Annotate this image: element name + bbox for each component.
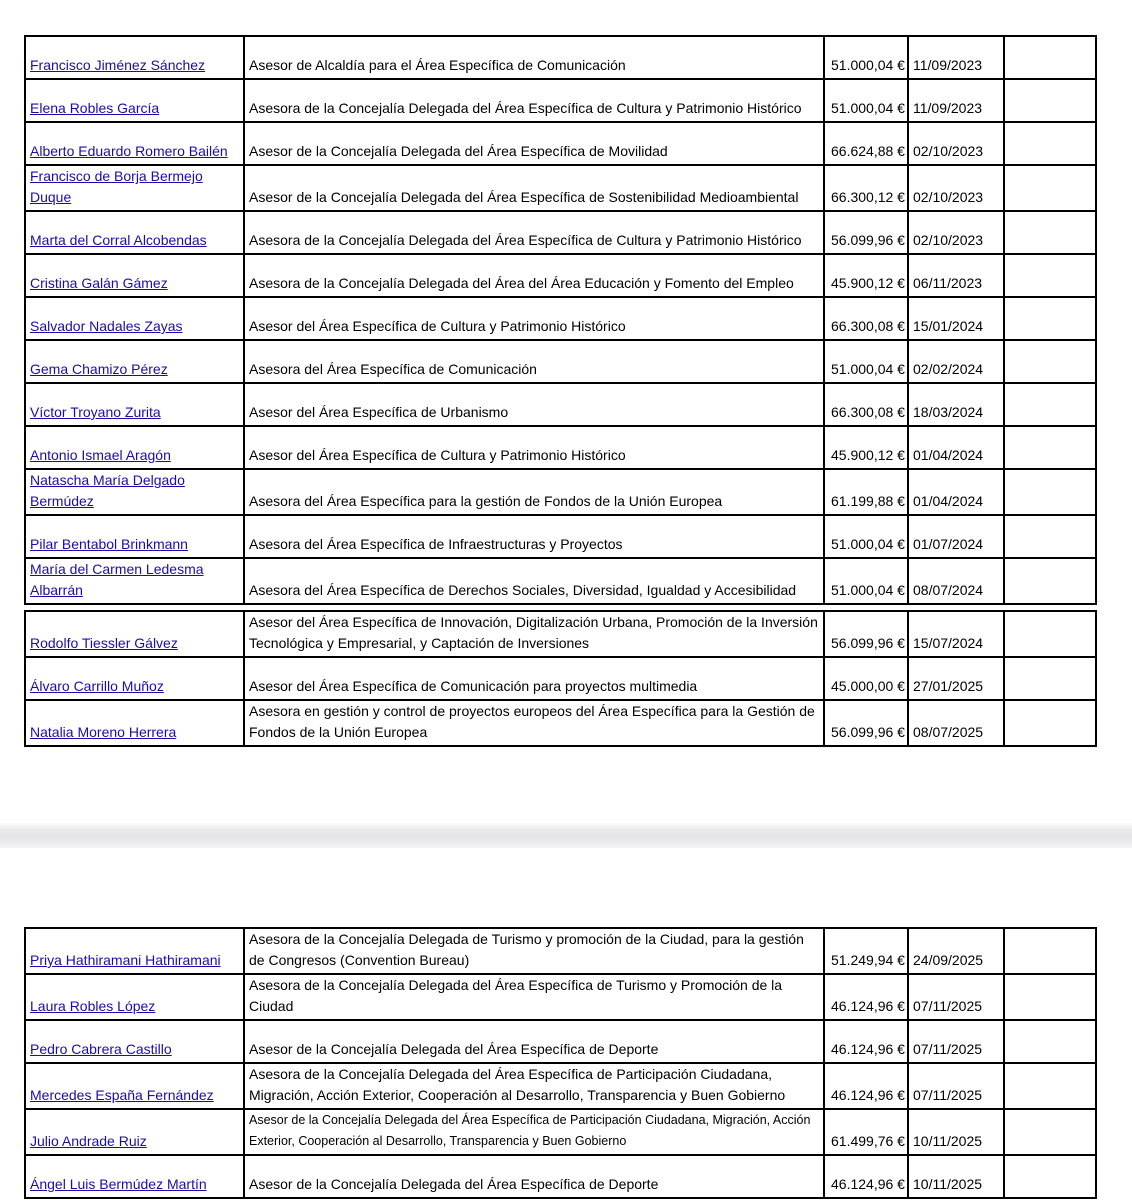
- start-date-cell: 02/10/2023: [908, 211, 1004, 254]
- advisor-name-cell: [25, 974, 244, 1020]
- advisor-name-cell: [25, 1155, 244, 1198]
- empty-cell: [1004, 165, 1096, 211]
- salary-cell: 46.124,96 €: [824, 1155, 908, 1198]
- table-row: [25, 297, 1096, 340]
- table-row: [25, 611, 1096, 657]
- advisor-name-cell: [25, 254, 244, 297]
- table-row: [25, 1109, 1096, 1155]
- page-break-separator: [0, 822, 1132, 848]
- position-cell: Asesor de la Concejalía Delegada del Área Específica de Participación Ciudadana, Migración, Acción Exterior, Cooperación al Desarrollo, Transparencia y Buen Gobierno: [244, 1109, 824, 1155]
- salary-cell: 51.000,04 €: [824, 36, 908, 79]
- advisor-name-cell: [25, 426, 244, 469]
- table-row: [25, 558, 1096, 604]
- salary-cell: 51.000,04 €: [824, 340, 908, 383]
- position-cell: Asesora del Área Específica de Comunicación: [244, 340, 824, 383]
- empty-cell: [1004, 122, 1096, 165]
- salary-cell: 51.000,04 €: [824, 515, 908, 558]
- start-date-cell: 15/01/2024: [908, 297, 1004, 340]
- empty-cell: [1004, 1155, 1096, 1198]
- position-cell: Asesora del Área Específica de Derechos Sociales, Diversidad, Igualdad y Accesibilidad: [244, 558, 824, 604]
- position-cell: Asesora de la Concejalía Delegada del Área Específica de Cultura y Patrimonio Histórico: [244, 79, 824, 122]
- salary-cell: 46.124,96 €: [824, 1020, 908, 1063]
- empty-cell: [1004, 79, 1096, 122]
- advisors-table-3: [24, 927, 1097, 1199]
- advisor-name-cell: [25, 558, 244, 604]
- advisors-table-2: [24, 610, 1097, 747]
- advisor-name-link[interactable]: María del Carmen Ledesma Albarrán: [30, 561, 204, 598]
- advisor-name-cell: [25, 297, 244, 340]
- advisor-name-link[interactable]: Marta del Corral Alcobendas: [30, 232, 207, 248]
- position-cell: Asesor de la Concejalía Delegada del Área Específica de Deporte: [244, 1020, 824, 1063]
- advisor-name-link[interactable]: Laura Robles López: [30, 998, 156, 1014]
- empty-cell: [1004, 700, 1096, 746]
- position-cell: Asesor del Área Específica de Cultura y Patrimonio Histórico: [244, 426, 824, 469]
- empty-cell: [1004, 1063, 1096, 1109]
- empty-cell: [1004, 426, 1096, 469]
- table-row: [25, 426, 1096, 469]
- start-date-cell: 07/11/2025: [908, 1063, 1004, 1109]
- salary-cell: 51.000,04 €: [824, 558, 908, 604]
- position-cell: Asesora de la Concejalía Delegada del Área Específica de Turismo y Promoción de la Ciudad: [244, 974, 824, 1020]
- salary-cell: 51.000,04 €: [824, 79, 908, 122]
- advisor-name-link[interactable]: Francisco de Borja Bermejo Duque: [30, 168, 203, 205]
- table-row: [25, 254, 1096, 297]
- advisor-name-cell: [25, 515, 244, 558]
- advisor-name-cell: [25, 611, 244, 657]
- table-row: [25, 36, 1096, 79]
- position-cell: Asesora del Área Específica para la gestión de Fondos de la Unión Europea: [244, 469, 824, 515]
- start-date-cell: 02/02/2024: [908, 340, 1004, 383]
- table-row: [25, 211, 1096, 254]
- start-date-cell: 08/07/2024: [908, 558, 1004, 604]
- advisor-name-cell: [25, 469, 244, 515]
- empty-cell: [1004, 928, 1096, 974]
- table-row: [25, 1155, 1096, 1198]
- start-date-cell: 24/09/2025: [908, 928, 1004, 974]
- salary-cell: 51.249,94 €: [824, 928, 908, 974]
- position-cell: Asesora de la Concejalía Delegada del Área Específica de Cultura y Patrimonio Histórico: [244, 211, 824, 254]
- advisor-name-link[interactable]: Cristina Galán Gámez: [30, 275, 168, 291]
- position-cell: Asesor de Alcaldía para el Área Específica de Comunicación: [244, 36, 824, 79]
- salary-cell: 56.099,96 €: [824, 700, 908, 746]
- advisors-table-1: [24, 35, 1097, 605]
- advisor-name-link[interactable]: Gema Chamizo Pérez: [30, 361, 168, 377]
- start-date-cell: 10/11/2025: [908, 1109, 1004, 1155]
- start-date-cell: 18/03/2024: [908, 383, 1004, 426]
- salary-cell: 66.300,08 €: [824, 297, 908, 340]
- table-row: [25, 469, 1096, 515]
- advisor-name-link[interactable]: Pedro Cabrera Castillo: [30, 1041, 172, 1057]
- start-date-cell: 01/07/2024: [908, 515, 1004, 558]
- position-cell: Asesora de la Concejalía Delegada del Área Específica de Participación Ciudadana, Migración, Acción Exterior, Cooperación al Desarrollo, Transparencia y Buen Gobierno: [244, 1063, 824, 1109]
- salary-cell: 66.300,08 €: [824, 383, 908, 426]
- position-cell: Asesor del Área Específica de Urbanismo: [244, 383, 824, 426]
- advisor-name-cell: [25, 36, 244, 79]
- empty-cell: [1004, 558, 1096, 604]
- empty-cell: [1004, 657, 1096, 700]
- advisor-name-cell: [25, 1063, 244, 1109]
- advisor-name-link[interactable]: Pilar Bentabol Brinkmann: [30, 536, 188, 552]
- position-cell: Asesor de la Concejalía Delegada del Área Específica de Sostenibilidad Medioambiental: [244, 165, 824, 211]
- table-row: [25, 1063, 1096, 1109]
- advisor-name-link[interactable]: Francisco Jiménez Sánchez: [30, 57, 206, 73]
- position-cell: Asesora de la Concejalía Delegada de Turismo y promoción de la Ciudad, para la gestión de Congresos (Convention Bureau): [244, 928, 824, 974]
- position-cell: Asesora del Área Específica de Infraestructuras y Proyectos: [244, 515, 824, 558]
- advisor-name-cell: [25, 211, 244, 254]
- position-cell: Asesor del Área Específica de Cultura y Patrimonio Histórico: [244, 297, 824, 340]
- position-cell: Asesor de la Concejalía Delegada del Área Específica de Deporte: [244, 1155, 824, 1198]
- advisor-name-link[interactable]: Mercedes España Fernández: [30, 1087, 214, 1103]
- advisor-name-link[interactable]: Alberto Eduardo Romero Bailén: [30, 143, 228, 159]
- table-row: [25, 165, 1096, 211]
- salary-cell: 66.624,88 €: [824, 122, 908, 165]
- empty-cell: [1004, 211, 1096, 254]
- advisor-name-link[interactable]: Priya Hathiramani Hathiramani: [30, 952, 221, 968]
- advisor-name-link[interactable]: Salvador Nadales Zayas: [30, 318, 183, 334]
- start-date-cell: 01/04/2024: [908, 426, 1004, 469]
- position-cell: Asesora en gestión y control de proyectos europeos del Área Específica para la Gestión de Fondos de la Unión Europea: [244, 700, 824, 746]
- empty-cell: [1004, 515, 1096, 558]
- start-date-cell: 08/07/2025: [908, 700, 1004, 746]
- advisor-name-cell: [25, 165, 244, 211]
- advisor-name-cell: [25, 1109, 244, 1155]
- start-date-cell: 01/04/2024: [908, 469, 1004, 515]
- empty-cell: [1004, 611, 1096, 657]
- advisor-name-link[interactable]: Natalia Moreno Herrera: [30, 724, 177, 740]
- start-date-cell: 27/01/2025: [908, 657, 1004, 700]
- advisor-name-cell: [25, 79, 244, 122]
- salary-cell: 66.300,12 €: [824, 165, 908, 211]
- empty-cell: [1004, 36, 1096, 79]
- salary-cell: 45.900,12 €: [824, 254, 908, 297]
- position-cell: Asesor de la Concejalía Delegada del Área Específica de Movilidad: [244, 122, 824, 165]
- salary-cell: 56.099,96 €: [824, 611, 908, 657]
- salary-cell: 45.900,12 €: [824, 426, 908, 469]
- table-row: [25, 974, 1096, 1020]
- empty-cell: [1004, 1020, 1096, 1063]
- empty-cell: [1004, 1109, 1096, 1155]
- advisor-name-link[interactable]: Rodolfo Tiessler Gálvez: [30, 635, 178, 651]
- position-cell: Asesor del Área Específica de Comunicación para proyectos multimedia: [244, 657, 824, 700]
- start-date-cell: 06/11/2023: [908, 254, 1004, 297]
- start-date-cell: 11/09/2023: [908, 79, 1004, 122]
- start-date-cell: 15/07/2024: [908, 611, 1004, 657]
- salary-cell: 46.124,96 €: [824, 974, 908, 1020]
- empty-cell: [1004, 383, 1096, 426]
- salary-cell: 61.199,88 €: [824, 469, 908, 515]
- start-date-cell: 07/11/2025: [908, 974, 1004, 1020]
- advisor-name-cell: [25, 383, 244, 426]
- empty-cell: [1004, 469, 1096, 515]
- position-cell: Asesora de la Concejalía Delegada del Área del Área Educación y Fomento del Empleo: [244, 254, 824, 297]
- table-row: [25, 657, 1096, 700]
- start-date-cell: 10/11/2025: [908, 1155, 1004, 1198]
- salary-cell: 61.499,76 €: [824, 1109, 908, 1155]
- salary-cell: 46.124,96 €: [824, 1063, 908, 1109]
- empty-cell: [1004, 297, 1096, 340]
- table-row: [25, 1020, 1096, 1063]
- table-row: [25, 340, 1096, 383]
- advisor-name-cell: [25, 700, 244, 746]
- advisor-name-link[interactable]: Víctor Troyano Zurita: [30, 404, 161, 420]
- advisor-name-cell: [25, 1020, 244, 1063]
- salary-cell: 45.000,00 €: [824, 657, 908, 700]
- empty-cell: [1004, 974, 1096, 1020]
- empty-cell: [1004, 340, 1096, 383]
- table-row: [25, 700, 1096, 746]
- advisor-name-link[interactable]: Elena Robles García: [30, 100, 160, 116]
- advisor-name-link[interactable]: Antonio Ismael Aragón: [30, 447, 171, 463]
- advisor-name-cell: [25, 122, 244, 165]
- advisor-name-cell: [25, 340, 244, 383]
- table-row: [25, 928, 1096, 974]
- salary-cell: 56.099,96 €: [824, 211, 908, 254]
- table-row: [25, 79, 1096, 122]
- advisor-name-cell: [25, 928, 244, 974]
- empty-cell: [1004, 254, 1096, 297]
- advisor-name-cell: [25, 657, 244, 700]
- table-row: [25, 122, 1096, 165]
- start-date-cell: 02/10/2023: [908, 165, 1004, 211]
- advisor-name-link[interactable]: Álvaro Carrillo Muñoz: [30, 678, 164, 694]
- start-date-cell: 07/11/2025: [908, 1020, 1004, 1063]
- table-row: [25, 515, 1096, 558]
- table-row: [25, 383, 1096, 426]
- start-date-cell: 02/10/2023: [908, 122, 1004, 165]
- position-cell: Asesor del Área Específica de Innovación, Digitalización Urbana, Promoción de la Inversión Tecnológica y Empresarial, y Captación de Inversiones: [244, 611, 824, 657]
- advisor-name-link[interactable]: Natascha María Delgado Bermúdez: [30, 472, 185, 509]
- start-date-cell: 11/09/2023: [908, 36, 1004, 79]
- advisor-name-link[interactable]: Ángel Luis Bermúdez Martín: [30, 1176, 207, 1192]
- advisor-name-link[interactable]: Julio Andrade Ruiz: [30, 1133, 147, 1149]
